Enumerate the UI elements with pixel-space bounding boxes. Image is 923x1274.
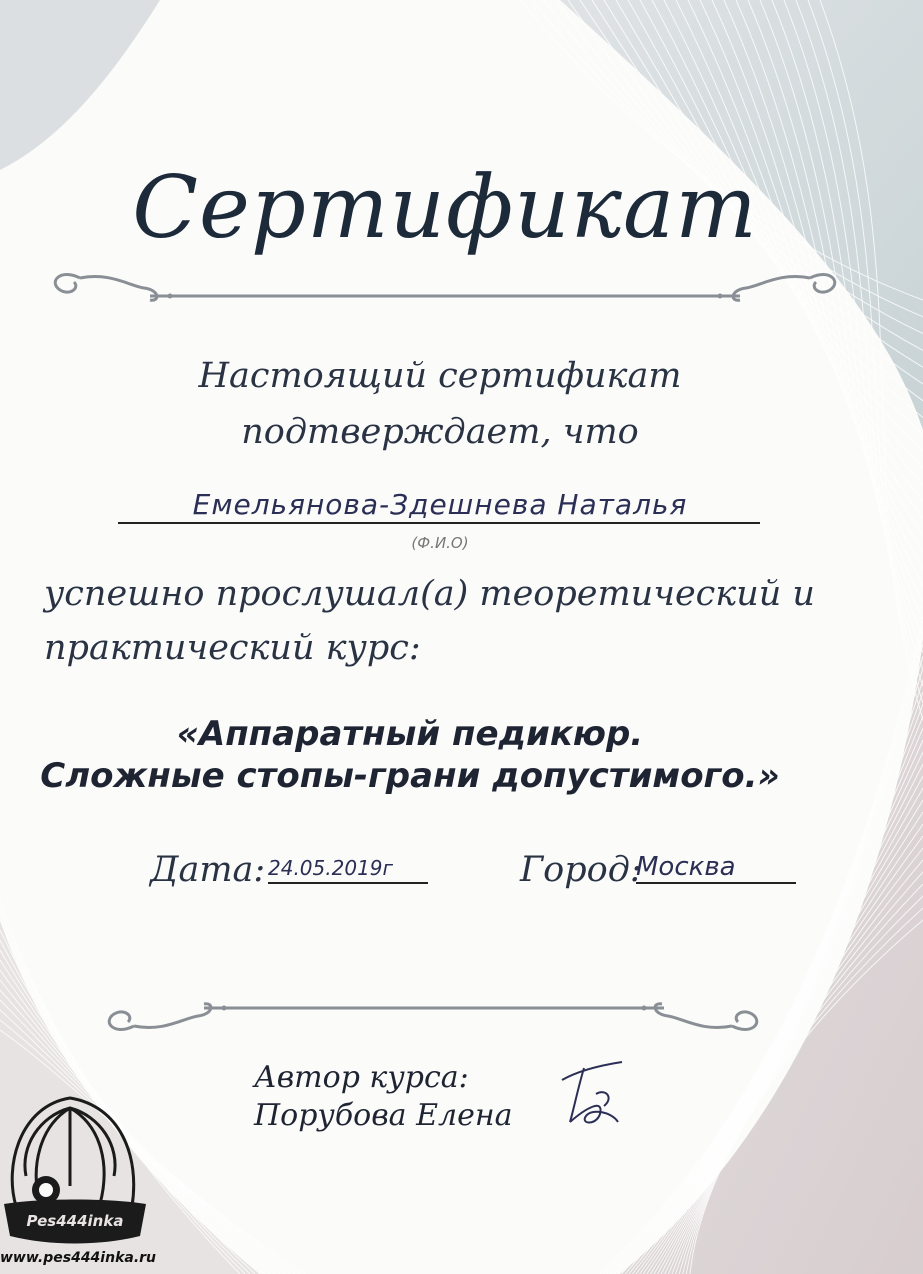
brand-logo xyxy=(0,1086,150,1246)
signature-icon xyxy=(556,1058,646,1132)
logo-url: www.pes444inka.ru xyxy=(0,1250,157,1266)
date-label: Дата: xyxy=(150,850,266,890)
body-line-1: успешно прослушал(а) теоретический и xyxy=(44,574,815,614)
logo-brand-text: Pes444inka xyxy=(26,1212,124,1230)
course-title-line-1: «Аппаратный педикюр. xyxy=(176,714,644,754)
intro-line-1: Настоящий сертификат xyxy=(198,356,682,396)
course-title-line-2: Сложные стопы-грани допустимого.» xyxy=(40,756,780,796)
certificate-title: Сертификат xyxy=(132,158,758,258)
recipient-name: Емельянова-Здешнева Наталья xyxy=(192,488,688,521)
city-label: Город: xyxy=(520,850,642,890)
date-value: 24.05.2019г xyxy=(268,856,428,884)
author-label: Автор курса: xyxy=(254,1060,469,1095)
city-value: Москва xyxy=(636,852,796,884)
intro-line-2: подтверждает, что xyxy=(241,412,639,452)
name-caption: (Ф.И.О) xyxy=(411,534,469,552)
body-line-2: практический курс: xyxy=(44,628,421,668)
name-underline xyxy=(118,522,760,524)
author-name: Порубова Елена xyxy=(254,1098,513,1133)
bottom-ornament xyxy=(98,996,768,1046)
top-ornament xyxy=(40,258,850,308)
